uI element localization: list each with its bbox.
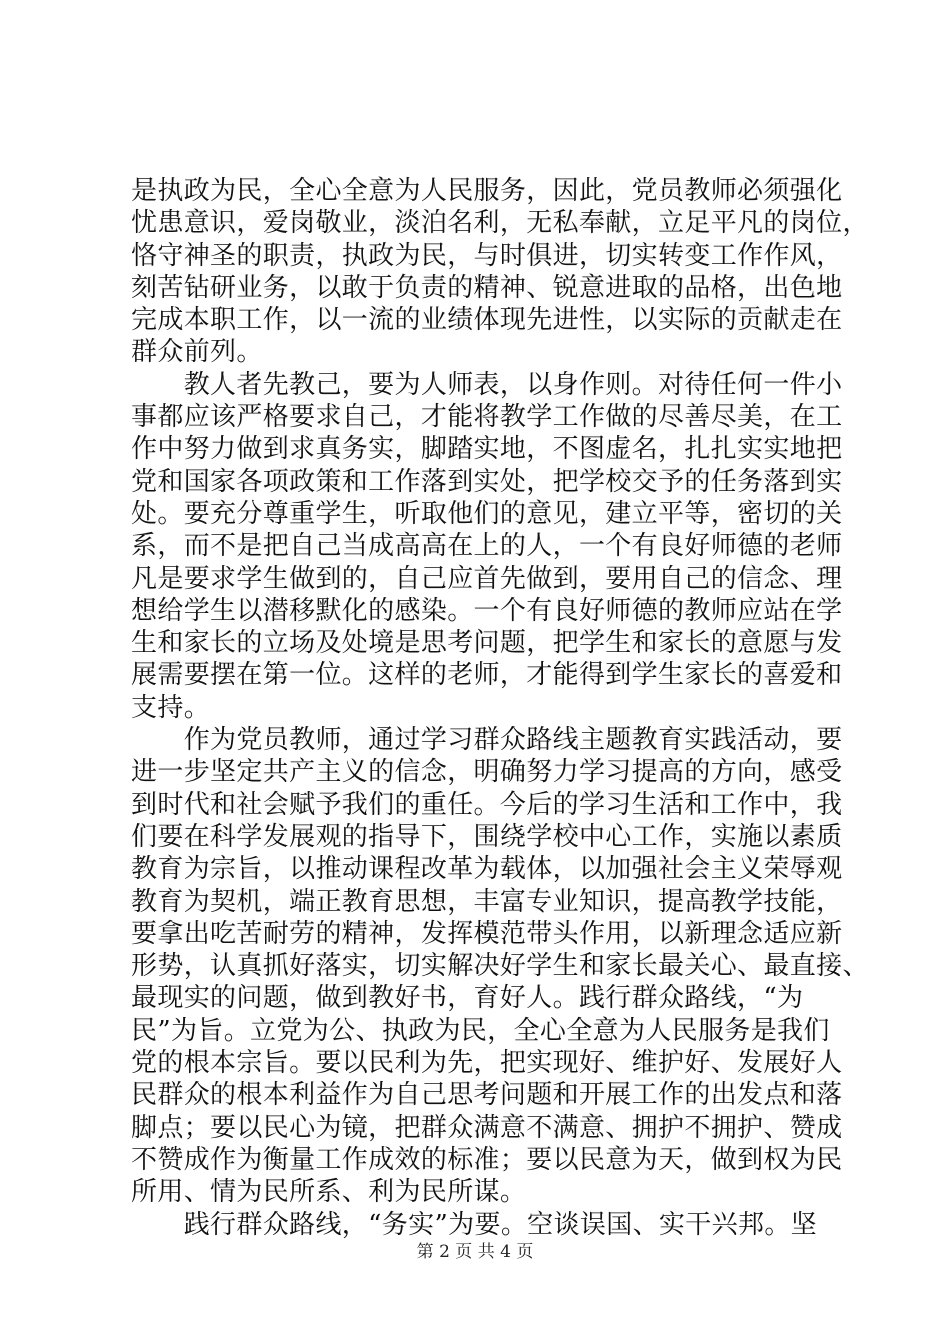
body-text-line: 生和家长的立场及处境是思考问题，把学生和家长的意愿与发 [131, 628, 843, 659]
body-text-line: 作中努力做到求真务实，脚踏实地，不图虚名，扎扎实实地把 [131, 434, 843, 465]
body-text-line: 群众前列。 [131, 337, 263, 368]
body-text-line: 凡是要求学生做到的，自己应首先做到，要用自己的信念、理 [131, 563, 843, 594]
body-text-line: 想给学生以潜移默化的感染。一个有良好师德的教师应站在学 [131, 595, 843, 626]
body-text-line: 践行群众路线，“务实”为要。空谈误国、实干兴邦。坚 [131, 1209, 818, 1240]
body-text-line: 是执政为民，全心全意为人民服务，因此，党员教师必须强化 [131, 176, 843, 206]
body-text-line: 处。要充分尊重学生，听取他们的意见，建立平等，密切的关 [131, 498, 843, 529]
document-body [131, 175, 869, 1241]
page-footer: 第 2 页 共 4 页 [416, 1242, 534, 1262]
body-text-line: 形势，认真抓好落实，切实解决好学生和家长最关心、最直接、 [131, 951, 869, 982]
body-text-line: 作为党员教师，通过学习群众路线主题教育实践活动，要 [131, 725, 843, 756]
body-text-line: 到时代和社会赋予我们的重任。今后的学习生活和工作中，我 [131, 789, 843, 820]
body-text-line: 忧患意识，爱岗敬业，淡泊名利，无私奉献，立足平凡的岗位， [131, 208, 869, 239]
body-text-line: 进一步坚定共产主义的信念，明确努力学习提高的方向，感受 [131, 757, 843, 788]
body-text-line: 要拿出吃苦耐劳的精神，发挥模范带头作用，以新理念适应新 [131, 918, 843, 949]
body-text-line: 系，而不是把自己当成高高在上的人，一个有良好师德的老师 [131, 531, 843, 562]
body-text-line: 所用、情为民所系、利为民所谋。 [131, 1177, 527, 1208]
body-text-line: 事都应该严格要求自己，才能将教学工作做的尽善尽美，在工 [131, 402, 843, 433]
body-text-line: 们要在科学发展观的指导下，围绕学校中心工作，实施以素质 [131, 821, 843, 852]
body-text-line: 教人者先教己，要为人师表，以身作则。对待任何一件小 [131, 369, 843, 400]
body-text-line: 教育为契机，端正教育思想，丰富专业知识，提高教学技能， [131, 886, 843, 917]
body-text-line: 教育为宗旨，以推动课程改革为载体，以加强社会主义荣辱观 [131, 854, 843, 885]
body-text-line: 民群众的根本利益作为自己思考问题和开展工作的出发点和落 [131, 1080, 843, 1111]
body-text-line: 不赞成作为衡量工作成效的标准；要以民意为天，做到权为民 [131, 1144, 843, 1175]
body-text-line: 恪守神圣的职责，执政为民，与时俱进，切实转变工作作风， [131, 240, 843, 271]
body-text-line: 民”为旨。立党为公、执政为民，全心全意为人民服务是我们 [131, 1015, 830, 1046]
body-text-line: 脚点；要以民心为镜，把群众满意不满意、拥护不拥护、赞成 [131, 1112, 843, 1143]
body-text-line: 党的根本宗旨。要以民利为先，把实现好、维护好、发展好人 [131, 1048, 843, 1079]
body-text-line: 支持。 [131, 692, 211, 723]
body-text-line: 展需要摆在第一位。这样的老师，才能得到学生家长的喜爱和 [131, 660, 843, 691]
body-text-line: 党和国家各项政策和工作落到实处，把学校交予的任务落到实 [131, 466, 843, 497]
body-text-line: 刻苦钻研业务，以敢于负责的精神、锐意进取的品格，出色地 [131, 272, 843, 303]
body-text-line: 完成本职工作，以一流的业绩体现先进性，以实际的贡献走在 [131, 305, 843, 336]
body-text-line: 最现实的问题，做到教好书，育好人。践行群众路线，“为 [131, 983, 804, 1014]
